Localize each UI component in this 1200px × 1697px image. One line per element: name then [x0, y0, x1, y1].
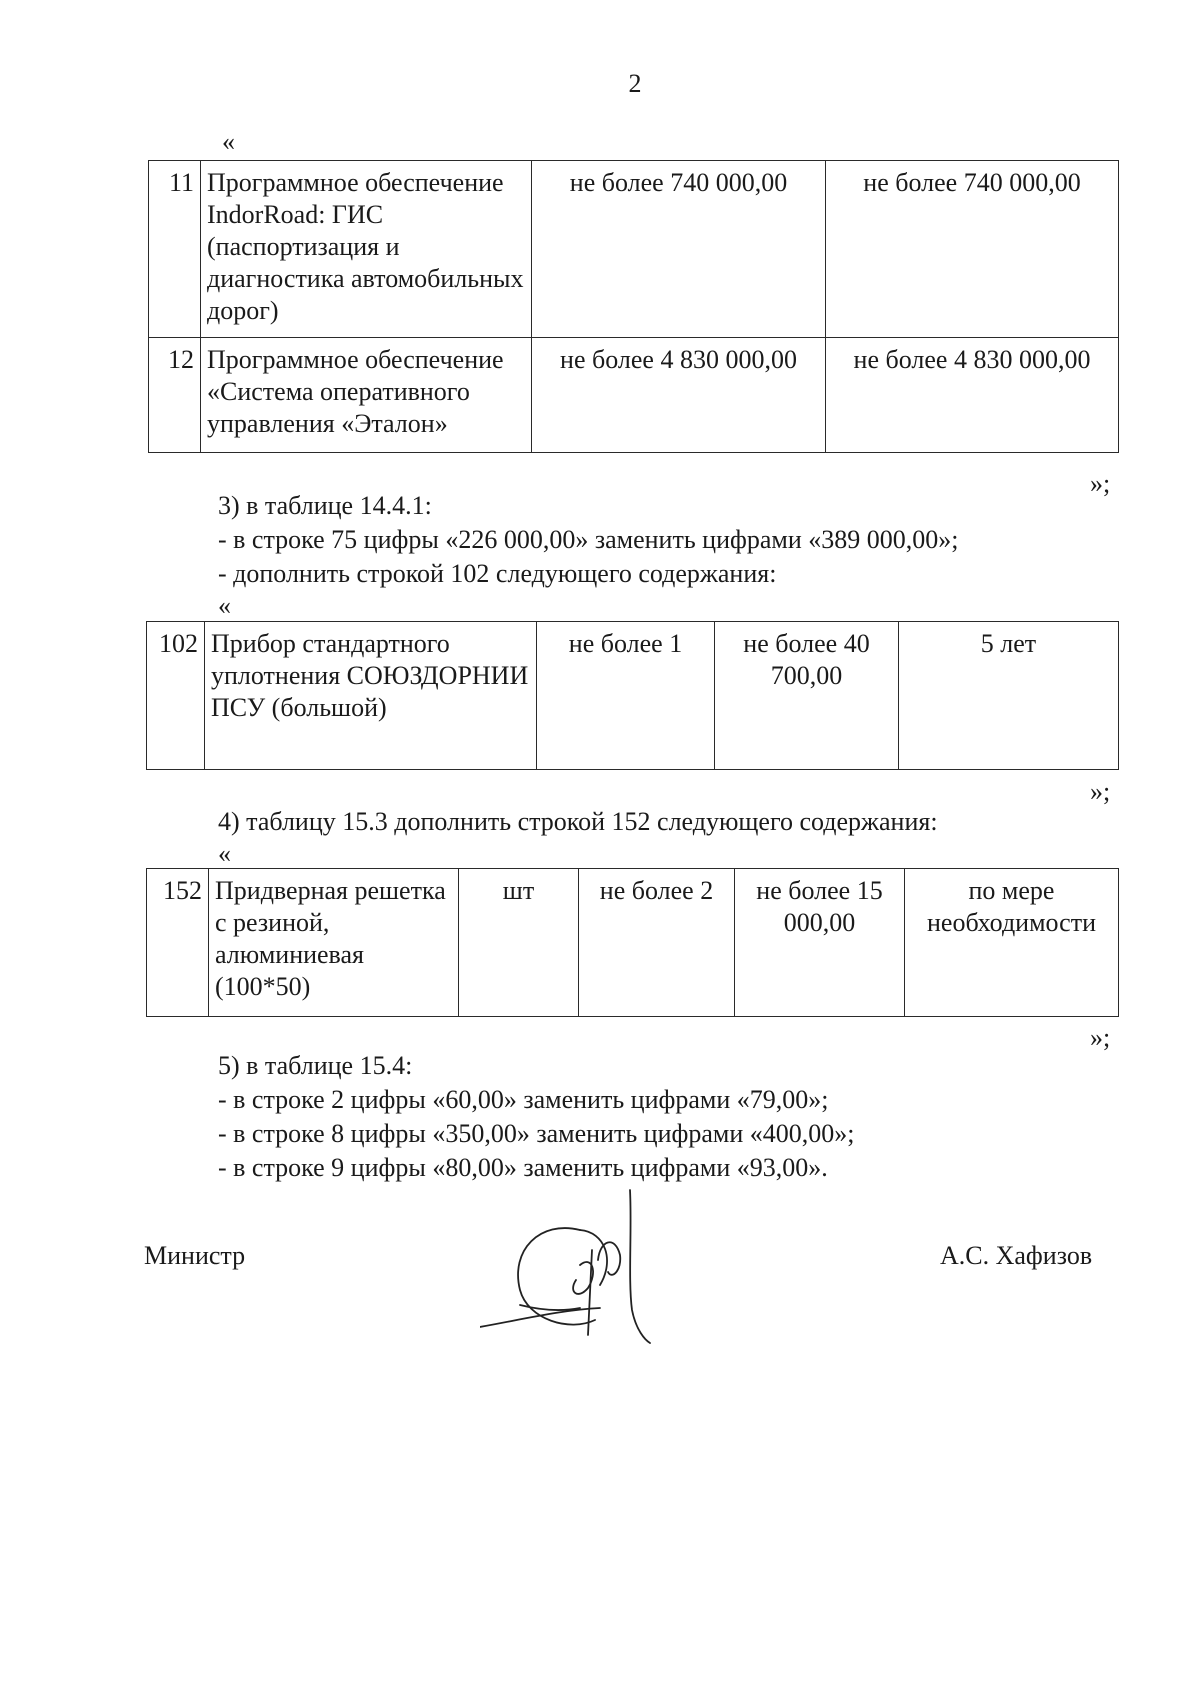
row-number: 12	[149, 338, 201, 453]
section-3-line: - в строке 75 цифры «226 000,00» заменить цифрами «389 000,00»;	[218, 525, 959, 554]
signature-icon	[480, 1160, 710, 1350]
table-software	[148, 160, 1119, 453]
signatory-position: Министр	[144, 1241, 246, 1270]
section-5-heading: 5) в таблице 15.4:	[218, 1051, 413, 1080]
table-row	[147, 622, 1119, 770]
term-cell: по мере необходимости	[905, 869, 1119, 1017]
item-name: Программное обеспечение «Система оперативного управления «Эталон»	[201, 338, 532, 453]
signatory-name: А.С. Хафизов	[940, 1241, 1093, 1270]
price-cell: не более 4 830 000,00	[826, 338, 1119, 453]
table-row	[147, 869, 1119, 1017]
open-quote: «	[222, 127, 235, 156]
open-quote: «	[218, 839, 231, 868]
quantity-cell: не более 1	[537, 622, 715, 770]
price-cell: не более 740 000,00	[826, 161, 1119, 338]
price-cell: не более 40 700,00	[715, 622, 899, 770]
table-equipment	[146, 621, 1119, 770]
table-supplies	[146, 868, 1119, 1017]
table-row	[149, 161, 1119, 338]
item-name: Прибор стандартного уплотнения СОЮЗДОРНИИ ПСУ (большой)	[205, 622, 537, 770]
close-quote: »;	[1090, 469, 1111, 498]
section-5-line: - в строке 9 цифры «80,00» заменить цифрами «93,00».	[218, 1153, 828, 1182]
term-cell: 5 лет	[899, 622, 1119, 770]
page-number: 2	[628, 69, 642, 98]
section-5-line: - в строке 8 цифры «350,00» заменить цифрами «400,00»;	[218, 1119, 855, 1148]
row-number: 11	[149, 161, 201, 338]
price-cell: не более 740 000,00	[532, 161, 826, 338]
unit-cell: шт	[459, 869, 579, 1017]
section-3-heading: 3) в таблице 14.4.1:	[218, 491, 432, 520]
price-cell: не более 15 000,00	[735, 869, 905, 1017]
item-name: Программное обеспечение IndorRoad: ГИС (паспортизация и диагностика автомобильных дорог)	[201, 161, 532, 338]
section-3-line: - дополнить строкой 102 следующего содержания:	[218, 559, 777, 588]
table-row	[149, 338, 1119, 453]
item-name: Придверная решетка с резиной, алюминиевая (100*50)	[209, 869, 459, 1017]
close-quote: »;	[1090, 1023, 1111, 1052]
row-number: 102	[147, 622, 205, 770]
section-4-heading: 4) таблицу 15.3 дополнить строкой 152 следующего содержания:	[218, 807, 938, 836]
close-quote: »;	[1090, 777, 1111, 806]
quantity-cell: не более 2	[579, 869, 735, 1017]
open-quote: «	[218, 591, 231, 620]
section-5-line: - в строке 2 цифры «60,00» заменить цифрами «79,00»;	[218, 1085, 829, 1114]
row-number: 152	[147, 869, 209, 1017]
price-cell: не более 4 830 000,00	[532, 338, 826, 453]
